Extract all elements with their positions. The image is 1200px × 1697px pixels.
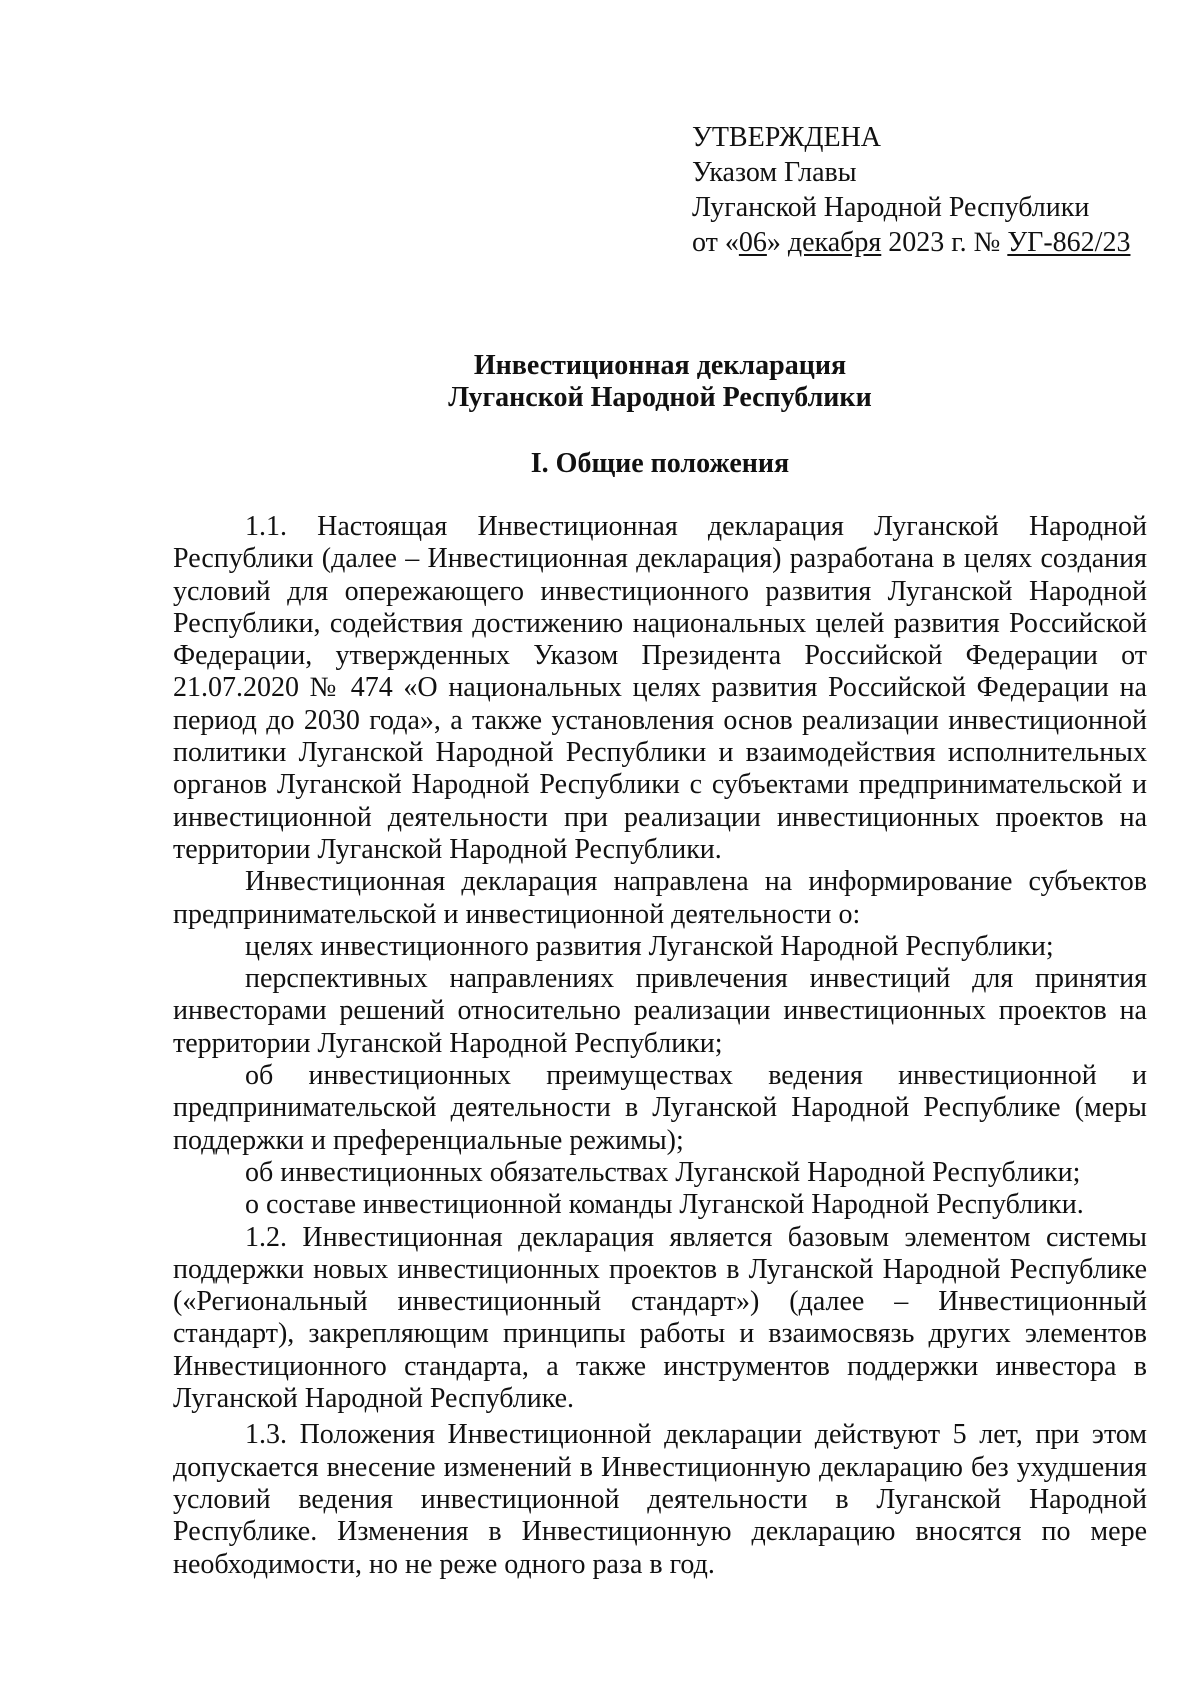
list-item-advantages: об инвестиционных преимуществах ведения инвестиционной и предпринимательской деятельности в Луганской Народной Республике (меры поддержки и преференциальные режимы); <box>173 1060 1147 1156</box>
approval-region: Луганской Народной Республики <box>692 192 1090 223</box>
document-title-line-2: Луганской Народной Республики <box>448 382 872 413</box>
date-mid: » <box>766 227 788 258</box>
approval-heading: УТВЕРЖДЕНА <box>692 122 882 153</box>
approval-date-line <box>692 225 1130 260</box>
approval-authority: Указом Главы <box>692 157 857 188</box>
approval-stamp-block <box>692 120 1130 260</box>
paragraph-1-1: 1.1. Настоящая Инвестиционная декларация Луганской Народной Республики (далее – Инвестиционная декларация) разработана в целях создания условий для опережающего инвестиционного развития Луганской Народной Республики, содействия достижению национальных целей развития Российской Федерации, утвержденных Указом Президента Российской Федерации от 21.07.2020 № 474 «О национальных целях развития Российской Федерации на период до 2030 года», а также установления основ реализации инвестиционной политики Луганской Народной Республики и взаимодействия исполнительных органов Луганской Народной Республики с субъектами предпринимательской и инвестиционной деятельности при реализации инвестиционных проектов на территории Луганской Народной Республики. <box>173 511 1147 865</box>
decree-number: УГ-862/23 <box>1007 227 1131 258</box>
list-item-obligations: об инвестиционных обязательствах Луганской Народной Республики; <box>245 1156 1081 1188</box>
date-prefix: от « <box>692 227 739 258</box>
date-month: декабря <box>787 227 882 258</box>
document-title-line-1: Инвестиционная декларация <box>473 350 847 381</box>
section-heading: I. Общие положения <box>530 448 790 479</box>
date-day: 06 <box>738 227 767 258</box>
list-item-goals: целях инвестиционного развития Луганской Народной Республики; <box>245 930 1054 962</box>
list-item-team: о составе инвестиционной команды Луганской Народной Республики. <box>245 1189 1084 1221</box>
paragraph-1-3: 1.3. Положения Инвестиционной декларации действуют 5 лет, при этом допускается внесение изменений в Инвестиционную декларацию без ухудшения условий ведения инвестиционной деятельности в Луганской Народной Республике. Изменения в Инвестиционную декларацию вносятся по мере необходимости, но не реже одного раза в год. <box>173 1419 1147 1580</box>
paragraph-purpose: Инвестиционная декларация направлена на информирование субъектов предпринимательской и инвестиционной деятельности о: <box>173 866 1147 930</box>
paragraph-1-2: 1.2. Инвестиционная декларация является базовым элементом системы поддержки новых инвестиционных проектов в Луганской Народной Республике («Региональный инвестиционный стандарт») (далее – Инвестиционный стандарт), закрепляющим принципы работы и взаимосвязь других элементов Инвестиционного стандарта, а также инструментов поддержки инвестора в Луганской Народной Республике. <box>173 1221 1147 1415</box>
date-suffix: 2023 г. № <box>881 227 1008 258</box>
list-item-directions: перспективных направлениях привлечения инвестиций для принятия инвесторами решений относительно реализации инвестиционных проектов на территории Луганской Народной Республики; <box>173 963 1147 1059</box>
document-body <box>173 511 1147 1581</box>
